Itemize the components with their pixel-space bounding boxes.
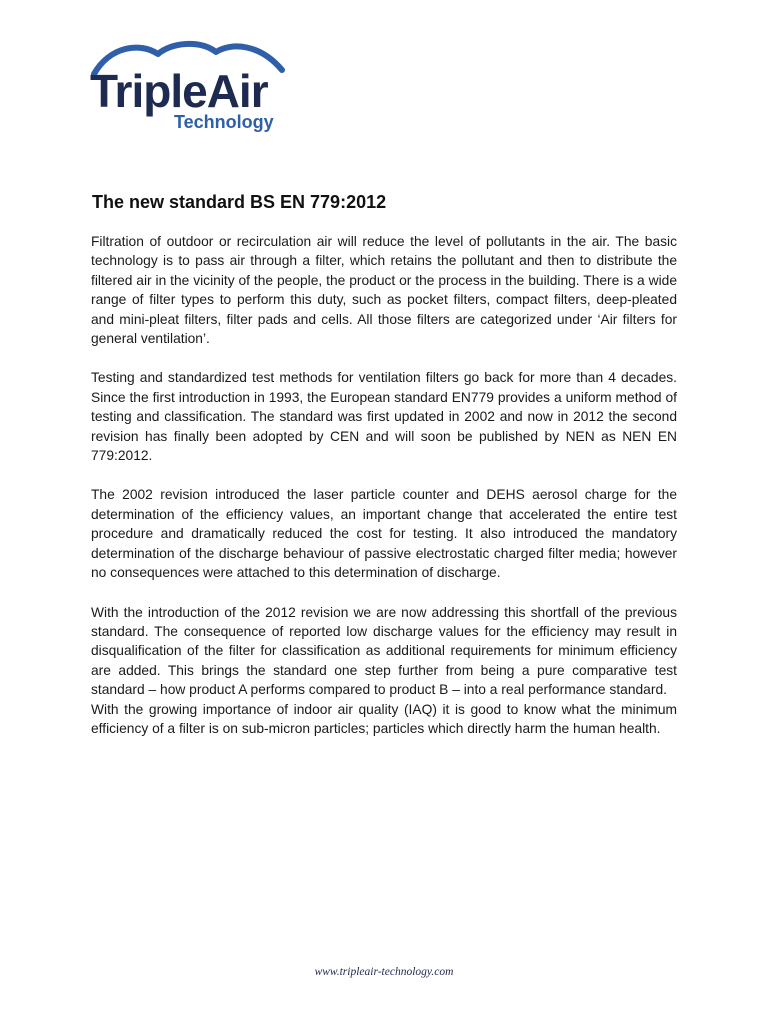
paragraph-2002-revision: The 2002 revision introduced the laser particle counter and DEHS aerosol charge for the determination of the efficiency values, an important change that accelerated the entire test procedure and dramatically reduced the cost for testing. It also introduced the mandatory determination of the discharge behaviour of passive electrostatic charged filter media; however no consequences were attached to this determination of discharge. xyxy=(91,487,677,581)
paragraph-2012-revision: With the introduction of the 2012 revision we are now addressing this shortfall of the previous standard. The consequence of reported low discharge values for the efficiency may result in disqualification of the filter for classification as additional requirements for minimum efficiency are added. This brings the standard one step further from being a pure comparative test standard – how product A performs compared to product B – into a real performance standard. xyxy=(91,604,677,698)
paragraph-iaq: With the growing importance of indoor air quality (IAQ) it is good to know what the minimum efficiency of a filter is on sub-micron particles; particles which directly harm the human health. xyxy=(91,701,677,736)
company-logo xyxy=(90,40,290,135)
paragraph-testing-history: Testing and standardized test methods for ventilation filters go back for more than 4 decades. Since the first introduction in 1993, the European standard EN779 provides a uniform method of testing and classification. The standard was first updated in 2002 and now in 2012 the second revision has finally been adopted by CEN and will soon be published by NEN as NEN EN 779:2012. xyxy=(91,370,677,464)
document-title: The new standard BS EN 779:2012 xyxy=(92,192,387,212)
paragraph-filtration: Filtration of outdoor or recirculation air will reduce the level of pollutants in the air. The basic technology is to pass air through a filter, which retains the pollutant and then to distribute the filtered air in the vicinity of the people, the product or the process in the building. There is a wide range of filter types to perform this duty, such as pocket filters, compact filters, deep-pleated and mini-pleat filters, filter pads and cells. All those filters are categorized under ‘Air filters for general ventilation’. xyxy=(91,234,677,347)
footer-website-link[interactable]: www.tripleair-technology.com xyxy=(314,966,454,978)
logo-wordmark: TripleAir xyxy=(90,65,268,117)
document-body xyxy=(91,232,677,758)
logo-tagline: Technology xyxy=(174,112,274,132)
